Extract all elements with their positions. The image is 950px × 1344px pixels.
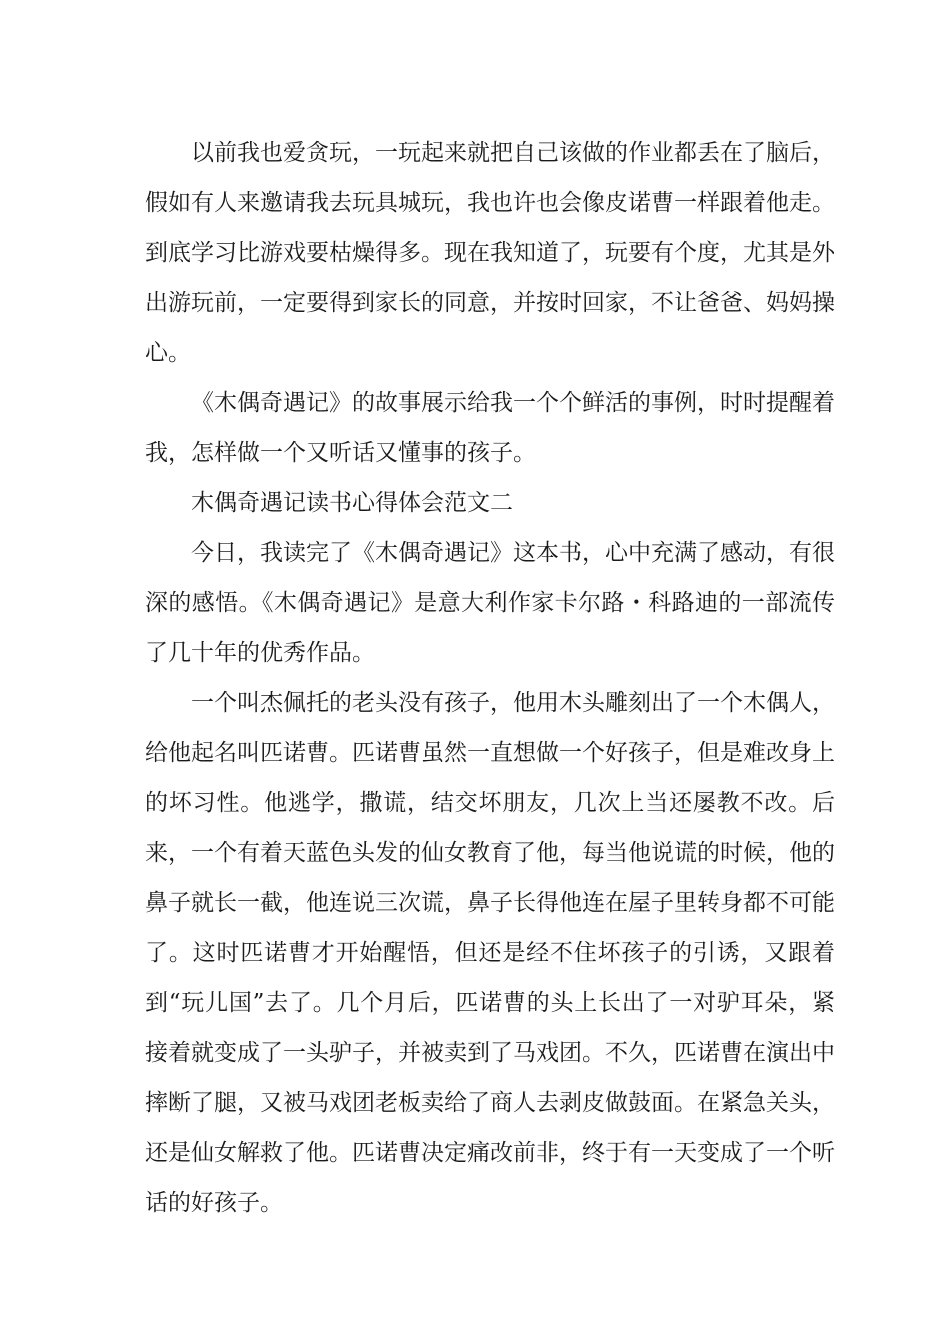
paragraph-intro: 今日，我读完了《木偶奇遇记》这本书，心中充满了感动，有很深的感悟。《木偶奇遇记》是意大利作家卡尔路・科路迪的一部流传了几十年的优秀作品。 bbox=[145, 540, 835, 666]
paragraph-story-lesson: 《木偶奇遇记》的故事展示给我一个个鲜活的事例，时时提醒着我，怎样做一个又听话又懂事的孩子。 bbox=[145, 390, 835, 466]
paragraph-plot-summary: 一个叫杰佩托的老头没有孩子，他用木头雕刻出了一个木偶人，给他起名叫匹诺曹。匹诺曹虽然一直想做一个好孩子，但是难改身上的坏习性。他逃学，撒谎，结交坏朋友，几次上当还屡教不改。后来，一个有着天蓝色头发的仙女教育了他，每当他说谎的时候，他的鼻子就长一截，他连说三次谎，鼻子长得他连在屋子里转身都不可能了。这时匹诺曹才开始醒悟，但还是经不住坏孩子的引诱，又跟着到“玩儿国”去了。几个月后，匹诺曹的头上长出了一对驴耳朵，紧接着就变成了一头驴子，并被卖到了马戏团。不久，匹诺曹在演出中摔断了腿，又被马戏团老板卖给了商人去剥皮做鼓面。在紧急关头，还是仙女解救了他。匹诺曹决定痛改前非，终于有一天变成了一个听话的好孩子。 bbox=[145, 690, 835, 1216]
paragraph-play-reflection: 以前我也爱贪玩，一玩起来就把自己该做的作业都丢在了脑后，假如有人来邀请我去玩具城玩，我也许也会像皮诺曹一样跟着他走。到底学习比游戏要枯燥得多。现在我知道了，玩要有个度，尤其是外出游玩前，一定要得到家长的同意，并按时回家，不让爸爸、妈妈操心。 bbox=[145, 140, 835, 366]
section-heading: 木偶奇遇记读书心得体会范文二 bbox=[191, 490, 513, 516]
body-text bbox=[145, 128, 835, 1228]
